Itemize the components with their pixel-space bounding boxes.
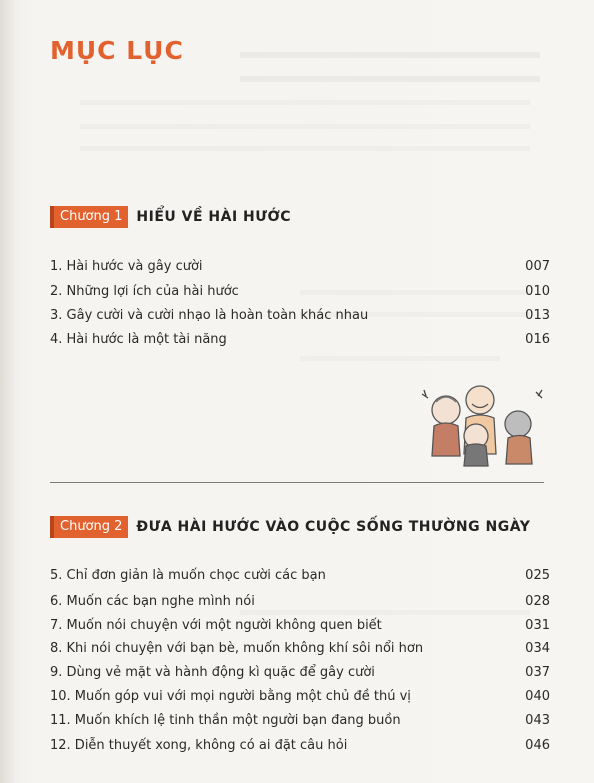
toc-entry-page: 040 bbox=[525, 689, 550, 704]
toc-entry[interactable] bbox=[50, 738, 550, 753]
toc-entry-page: 007 bbox=[525, 259, 550, 274]
toc-entry-page: 028 bbox=[525, 594, 550, 609]
toc-entry-page: 046 bbox=[525, 738, 550, 753]
toc-entry[interactable] bbox=[50, 332, 550, 347]
toc-entry-page: 043 bbox=[525, 713, 550, 728]
bleed-through-row bbox=[240, 76, 540, 82]
bleed-through-row bbox=[80, 100, 530, 105]
toc-entry-title: 10. Muốn góp vui với mọi người bằng một chủ đề thú vị bbox=[50, 689, 411, 704]
book-spine bbox=[0, 0, 14, 783]
chapter-title: ĐƯA HÀI HƯỚC VÀO CUỘC SỐNG THƯỜNG NGÀY bbox=[136, 519, 531, 535]
toc-entry-page: 016 bbox=[525, 332, 550, 347]
toc-entry-title: 3. Gây cười và cười nhạo là hoàn toàn khác nhau bbox=[50, 308, 369, 323]
chapter-title: HIỂU VỀ HÀI HƯỚC bbox=[136, 209, 291, 225]
toc-entry[interactable] bbox=[50, 713, 550, 728]
toc-entry-title: 7. Muốn nói chuyện với một người không quen biết bbox=[50, 618, 382, 633]
toc-entry-title: 1. Hài hước và gây cười bbox=[50, 259, 203, 274]
chapter-badge: Chương 1 bbox=[50, 206, 128, 228]
toc-entry-title: 8. Khi nói chuyện với bạn bè, muốn không khí sôi nổi hơn bbox=[50, 641, 424, 656]
toc-entry-title: 5. Chỉ đơn giản là muốn chọc cười các bạn bbox=[50, 568, 326, 583]
toc-entry-title: 4. Hài hước là một tài năng bbox=[50, 332, 227, 347]
toc-entry[interactable] bbox=[50, 284, 550, 299]
toc-entry[interactable] bbox=[50, 259, 550, 274]
toc-entry-page: 010 bbox=[525, 284, 550, 299]
bleed-through-row bbox=[80, 146, 530, 151]
toc-entry-page: 037 bbox=[525, 665, 550, 680]
toc-entry[interactable] bbox=[50, 618, 550, 633]
toc-entry-page: 013 bbox=[525, 308, 550, 323]
bleed-through-row bbox=[300, 356, 500, 361]
bleed-through-row bbox=[240, 610, 530, 615]
page-title: MỤC LỤC bbox=[50, 36, 184, 65]
toc-entry-title: 6. Muốn các bạn nghe mình nói bbox=[50, 594, 255, 609]
bleed-through-row bbox=[80, 124, 530, 129]
toc-entry-title: 11. Muốn khích lệ tinh thần một người bạn đang buồn bbox=[50, 713, 401, 728]
chapter-heading bbox=[50, 206, 291, 228]
toc-entry-title: 9. Dùng vẻ mặt và hành động kì quặc để gây cười bbox=[50, 665, 375, 680]
chapter-badge: Chương 2 bbox=[50, 516, 128, 538]
toc-entry-page: 025 bbox=[525, 568, 550, 583]
toc-entry-page: 034 bbox=[525, 641, 550, 656]
toc-entry-page: 031 bbox=[525, 618, 550, 633]
kids-laughing-illustration bbox=[418, 380, 548, 470]
bleed-through-row bbox=[240, 52, 540, 58]
chapter-heading bbox=[50, 516, 530, 538]
toc-entry[interactable] bbox=[50, 308, 550, 323]
toc-entry[interactable] bbox=[50, 568, 550, 583]
toc-entry-title: 2. Những lợi ích của hài hước bbox=[50, 284, 239, 299]
toc-entry[interactable] bbox=[50, 665, 550, 680]
toc-entry-title: 12. Diễn thuyết xong, không có ai đặt câu hỏi bbox=[50, 738, 348, 753]
toc-entry[interactable] bbox=[50, 689, 550, 704]
section-divider bbox=[50, 482, 544, 483]
toc-entry[interactable] bbox=[50, 641, 550, 656]
toc-entry[interactable] bbox=[50, 594, 550, 609]
